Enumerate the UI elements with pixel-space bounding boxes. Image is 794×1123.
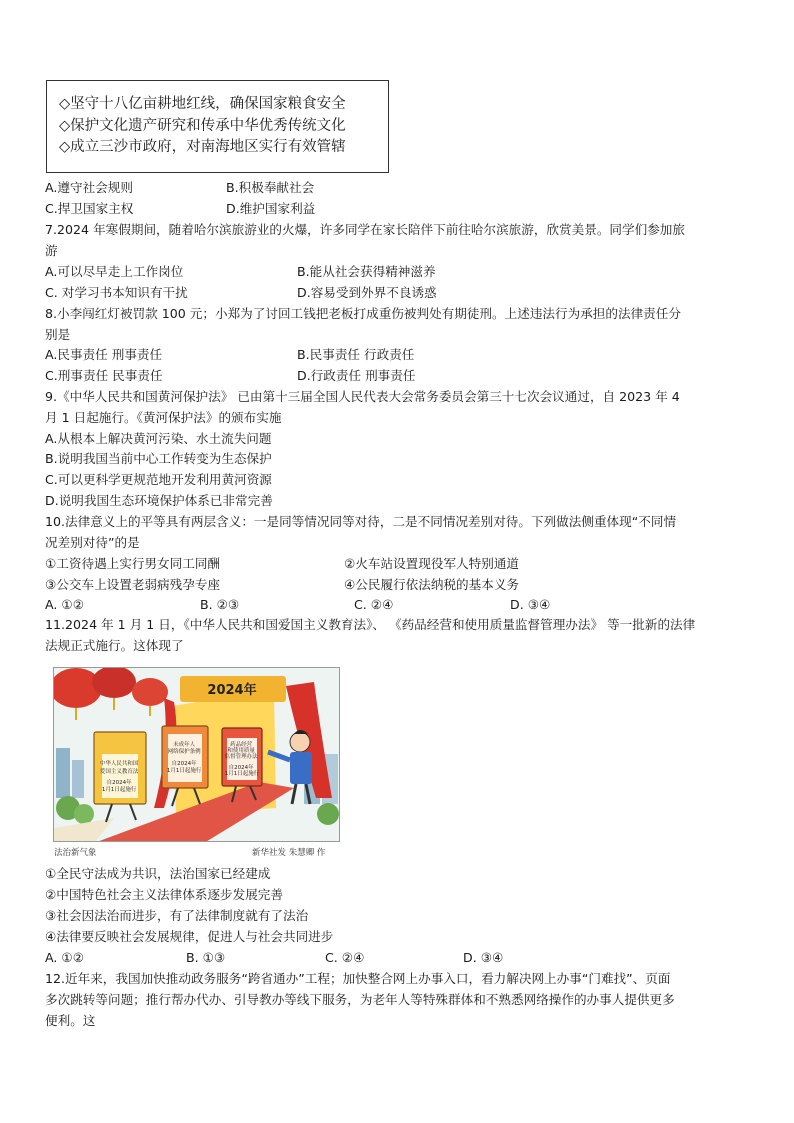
q9-option-a[interactable]: A.从根本上解决黄河污染、水土流失问题 bbox=[45, 431, 272, 446]
q7-stem: 7.2024 年寒假期间，随着哈尔滨旅游业的火爆，许多同学在家长陪伴下前往哈尔滨旅游，欣赏美景。同学们参加旅 bbox=[45, 222, 685, 237]
book1-text: 1月1日起施行 bbox=[101, 787, 137, 793]
q9-option-c[interactable]: C.可以更科学更规范地开发利用黄河资源 bbox=[45, 472, 272, 487]
book2-text: 网络保护条例 bbox=[167, 749, 201, 755]
q10-item-3: ③公交车上设置老弱病残孕专座 bbox=[45, 577, 221, 592]
book2-text: 1月1日起施行 bbox=[166, 768, 202, 774]
q8-stem: 8.小李闯红灯被罚款 100 元；小郑为了讨回工钱把老板打成重伤被判处有期徒刑。上述违法行为承担的法律责任分 bbox=[45, 306, 681, 321]
material-box bbox=[46, 80, 389, 173]
book1-text: 爱国主义教育法 bbox=[99, 769, 139, 775]
q12-stem: 多次跳转等问题；推行帮办代办、引导教办等线下服务，为老年人等特殊群体和不熟悉网络操作的办事人提供更多 bbox=[45, 992, 675, 1007]
q11-stem: 法规正式施行。这体现了 bbox=[45, 638, 184, 653]
material-line: ◇保护文化遗产研究和传承中华优秀传统文化 bbox=[59, 117, 346, 134]
q10-option-d[interactable]: D. ③④ bbox=[510, 597, 551, 612]
q9-stem: 9.《中华人民共和国黄河保护法》 已由第十三届全国人民代表大会常务委员会第三十七次会议通过，自 2023 年 4 bbox=[45, 389, 680, 404]
q10-stem: 况差别对待”的是 bbox=[45, 535, 140, 550]
q11-item-1: ①全民守法成为共识，法治国家已经建成 bbox=[45, 866, 271, 881]
q10-item-4: ④公民履行依法纳税的基本义务 bbox=[344, 577, 520, 592]
q8-option-a[interactable]: A.民事责任 刑事责任 bbox=[45, 347, 163, 362]
q7-option-c[interactable]: C. 对学习书本知识有干扰 bbox=[45, 285, 188, 300]
q9-option-d[interactable]: D.说明我国生态环境保护体系已非常完善 bbox=[45, 493, 273, 508]
q11-item-2: ②中国特色社会主义法律体系逐步发展完善 bbox=[45, 887, 283, 902]
book3-text: 监督管理办法 bbox=[224, 754, 258, 760]
q11-option-b[interactable]: B. ①③ bbox=[186, 950, 226, 965]
q8-option-c[interactable]: C.刑事责任 民事责任 bbox=[45, 368, 163, 383]
book3-text: 药品经营 bbox=[230, 742, 253, 748]
book2-text: 自2024年 bbox=[171, 761, 197, 767]
q7-option-b[interactable]: B.能从社会获得精神滋养 bbox=[297, 264, 436, 279]
q6-option-c[interactable]: C.捍卫国家主权 bbox=[45, 201, 134, 216]
q8-option-d[interactable]: D.行政责任 刑事责任 bbox=[297, 368, 416, 383]
q11-option-a[interactable]: A. ①② bbox=[45, 950, 84, 965]
book2-text: 未成年人 bbox=[173, 742, 196, 748]
book1-text: 自2024年 bbox=[106, 780, 132, 786]
q7-stem: 游 bbox=[45, 243, 58, 258]
book3-text: 自2024年 bbox=[228, 765, 254, 771]
q6-option-d[interactable]: D.维护国家利益 bbox=[226, 201, 316, 216]
q10-item-1: ①工资待遇上实行男女同工同酬 bbox=[45, 556, 221, 571]
book1-text: 中华人民共和国 bbox=[99, 761, 139, 767]
q10-stem: 10.法律意义上的平等具有两层含义：一是同等情况同等对待，二是不同情况差别对待。下列做法侧重体现“不同情 bbox=[45, 514, 677, 529]
material-line: ◇坚守十八亿亩耕地红线，确保国家粮食安全 bbox=[59, 96, 346, 112]
illustration-caption-right: 新华社发 朱慧卿 作 bbox=[252, 848, 326, 858]
q10-option-a[interactable]: A. ①② bbox=[45, 597, 84, 612]
q12-stem: 12.近年来，我国加快推动政务服务“跨省通办”工程；加快整合网上办事入口，看力解决网上办事“门难找”、页面 bbox=[45, 971, 671, 986]
cartoon-graphic bbox=[54, 668, 340, 842]
q11-stem: 11.2024 年 1 月 1 日，《中华人民共和国爱国主义教育法》、 《药品经营和使用质量监督管理办法》 等一批新的法律 bbox=[45, 617, 696, 632]
q7-option-a[interactable]: A.可以尽早走上工作岗位 bbox=[45, 264, 184, 279]
book3-text: 1月1日起施行 bbox=[224, 771, 260, 777]
q12-stem: 便利。这 bbox=[45, 1013, 96, 1028]
banner-text: 2024年 bbox=[207, 683, 257, 698]
q9-option-b[interactable]: B.说明我国当前中心工作转变为生态保护 bbox=[45, 451, 272, 466]
material-line: ◇成立三沙市政府，对南海地区实行有效管辖 bbox=[59, 139, 346, 155]
q10-option-b[interactable]: B. ②③ bbox=[200, 597, 240, 612]
q10-option-c[interactable]: C. ②④ bbox=[354, 597, 394, 612]
q7-option-d[interactable]: D.容易受到外界不良诱惑 bbox=[297, 285, 437, 300]
q6-option-b[interactable]: B.积极奉献社会 bbox=[226, 180, 315, 195]
illustration-caption-left: 法治新气象 bbox=[54, 848, 97, 858]
q10-item-2: ②火车站设置现役军人特别通道 bbox=[344, 556, 520, 571]
q8-stem: 别是 bbox=[45, 327, 71, 342]
q11-option-c[interactable]: C. ②④ bbox=[325, 950, 365, 965]
q11-option-d[interactable]: D. ③④ bbox=[463, 950, 504, 965]
q6-option-a[interactable]: A.遵守社会规则 bbox=[45, 180, 133, 195]
q8-option-b[interactable]: B.民事责任 行政责任 bbox=[297, 347, 415, 362]
q9-stem: 月 1 日起施行。《黄河保护法》的颁布实施 bbox=[45, 410, 282, 425]
cartoon-illustration bbox=[53, 667, 340, 842]
q11-item-3: ③社会因法治而进步，有了法律制度就有了法治 bbox=[45, 908, 309, 923]
q11-item-4: ④法律要反映社会发展规律，促进人与社会共同进步 bbox=[45, 929, 334, 944]
book3-text: 和使用质量 bbox=[227, 748, 255, 754]
